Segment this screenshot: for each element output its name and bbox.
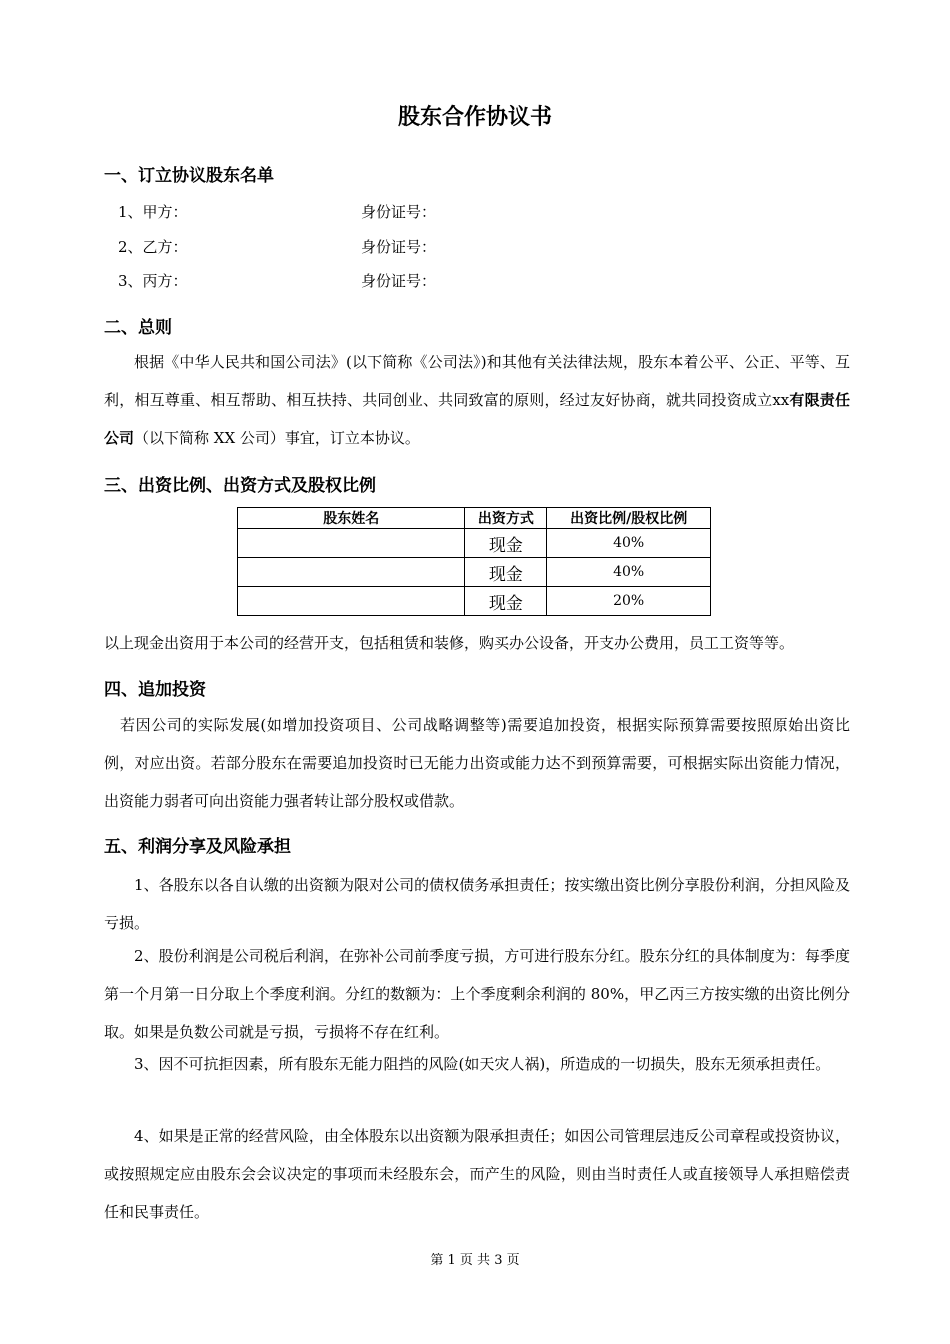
contribution-method-cell: 现金 [465, 529, 547, 558]
profit-clause: 1、各股东以各自认缴的出资额为限对公司的债权债务承担责任；按实缴出资比例分享股份利润，分担风险及亏损。 [104, 876, 850, 932]
profit-clause: 2、股份利润是公司税后利润，在弥补公司前季度亏损，方可进行股东分红。股东分红的具体制度为：每季度第一个月第一日分取上个季度利润。分红的数额为：上个季度剩余利润的 80%，甲乙丙三方按实缴的出资比例分取。如果是负数公司就是亏损，亏损将不存在红利。 [104, 947, 850, 1041]
id-label: 身份证号： [361, 272, 437, 290]
party-label: 1、甲方： [118, 203, 188, 221]
table-row [238, 558, 711, 587]
document-title: 股东合作协议书 [397, 105, 552, 130]
company-prefix: xx [772, 391, 790, 409]
page-footer: 第 1 页 共 3 页 [430, 1253, 520, 1268]
company-type: 有限责任公司 [104, 391, 850, 447]
shareholder-name-cell [238, 558, 465, 587]
shareholding-table [237, 507, 711, 616]
shareholder-name-cell [238, 587, 465, 616]
shareholder-name-cell [238, 529, 465, 558]
section4-heading: 四、追加投资 [104, 680, 206, 700]
table-row [238, 529, 711, 558]
capital-usage-note: 以上现金出资用于本公司的经营开支，包括租赁和装修，购买办公设备，开支办公费用，员工工资等等。 [104, 634, 795, 652]
id-label: 身份证号： [361, 238, 437, 256]
table-header-row [238, 508, 711, 529]
table-row [238, 587, 711, 616]
id-label: 身份证号： [361, 203, 437, 221]
general-text: 根据《中华人民共和国公司法》(以下简称《公司法》)和其他有关法律法规，股东本着公平、公正、平等、互利，相互尊重、相互帮助、相互扶持、共同创业、共同致富的原则，经过友好协商，就共同投资成立 [104, 353, 850, 409]
general-tail: （以下简称 XX 公司）事宜，订立本协议。 [134, 429, 420, 447]
general-paragraph [104, 343, 850, 457]
party-label: 3、丙方： [118, 272, 188, 290]
ratio-cell: 40% [547, 558, 711, 587]
contribution-method-cell: 现金 [465, 558, 547, 587]
column-header: 出资方式 [465, 508, 547, 529]
ratio-cell: 40% [547, 529, 711, 558]
additional-investment-paragraph: 若因公司的实际发展(如增加投资项目、公司战略调整等)需要追加投资，根据实际预算需要按照原始出资比例，对应出资。若部分股东在需要追加投资时已无能力出资或能力达不到预算需要，可根据实际出资能力情况，出资能力弱者可向出资能力强者转让部分股权或借款。 [104, 716, 850, 810]
section3-heading: 三、出资比例、出资方式及股权比例 [104, 476, 376, 496]
ratio-cell: 20% [547, 587, 711, 616]
section1-heading: 一、订立协议股东名单 [104, 166, 274, 186]
profit-clause: 3、因不可抗拒因素，所有股东无能力阻挡的风险(如天灾人祸)，所造成的一切损失，股东无须承担责任。 [134, 1055, 831, 1073]
section2-heading: 二、总则 [104, 318, 172, 338]
section5-heading: 五、利润分享及风险承担 [104, 837, 291, 857]
profit-clause: 4、如果是正常的经营风险，由全体股东以出资额为限承担责任；如因公司管理层违反公司章程或投资协议，或按照规定应由股东会会议决定的事项而未经股东会，而产生的风险，则由当时责任人或直接领导人承担赔偿责任和民事责任。 [104, 1127, 850, 1221]
contribution-method-cell: 现金 [465, 587, 547, 616]
column-header: 出资比例/股权比例 [547, 508, 711, 529]
column-header: 股东姓名 [238, 508, 465, 529]
party-label: 2、乙方： [118, 238, 188, 256]
